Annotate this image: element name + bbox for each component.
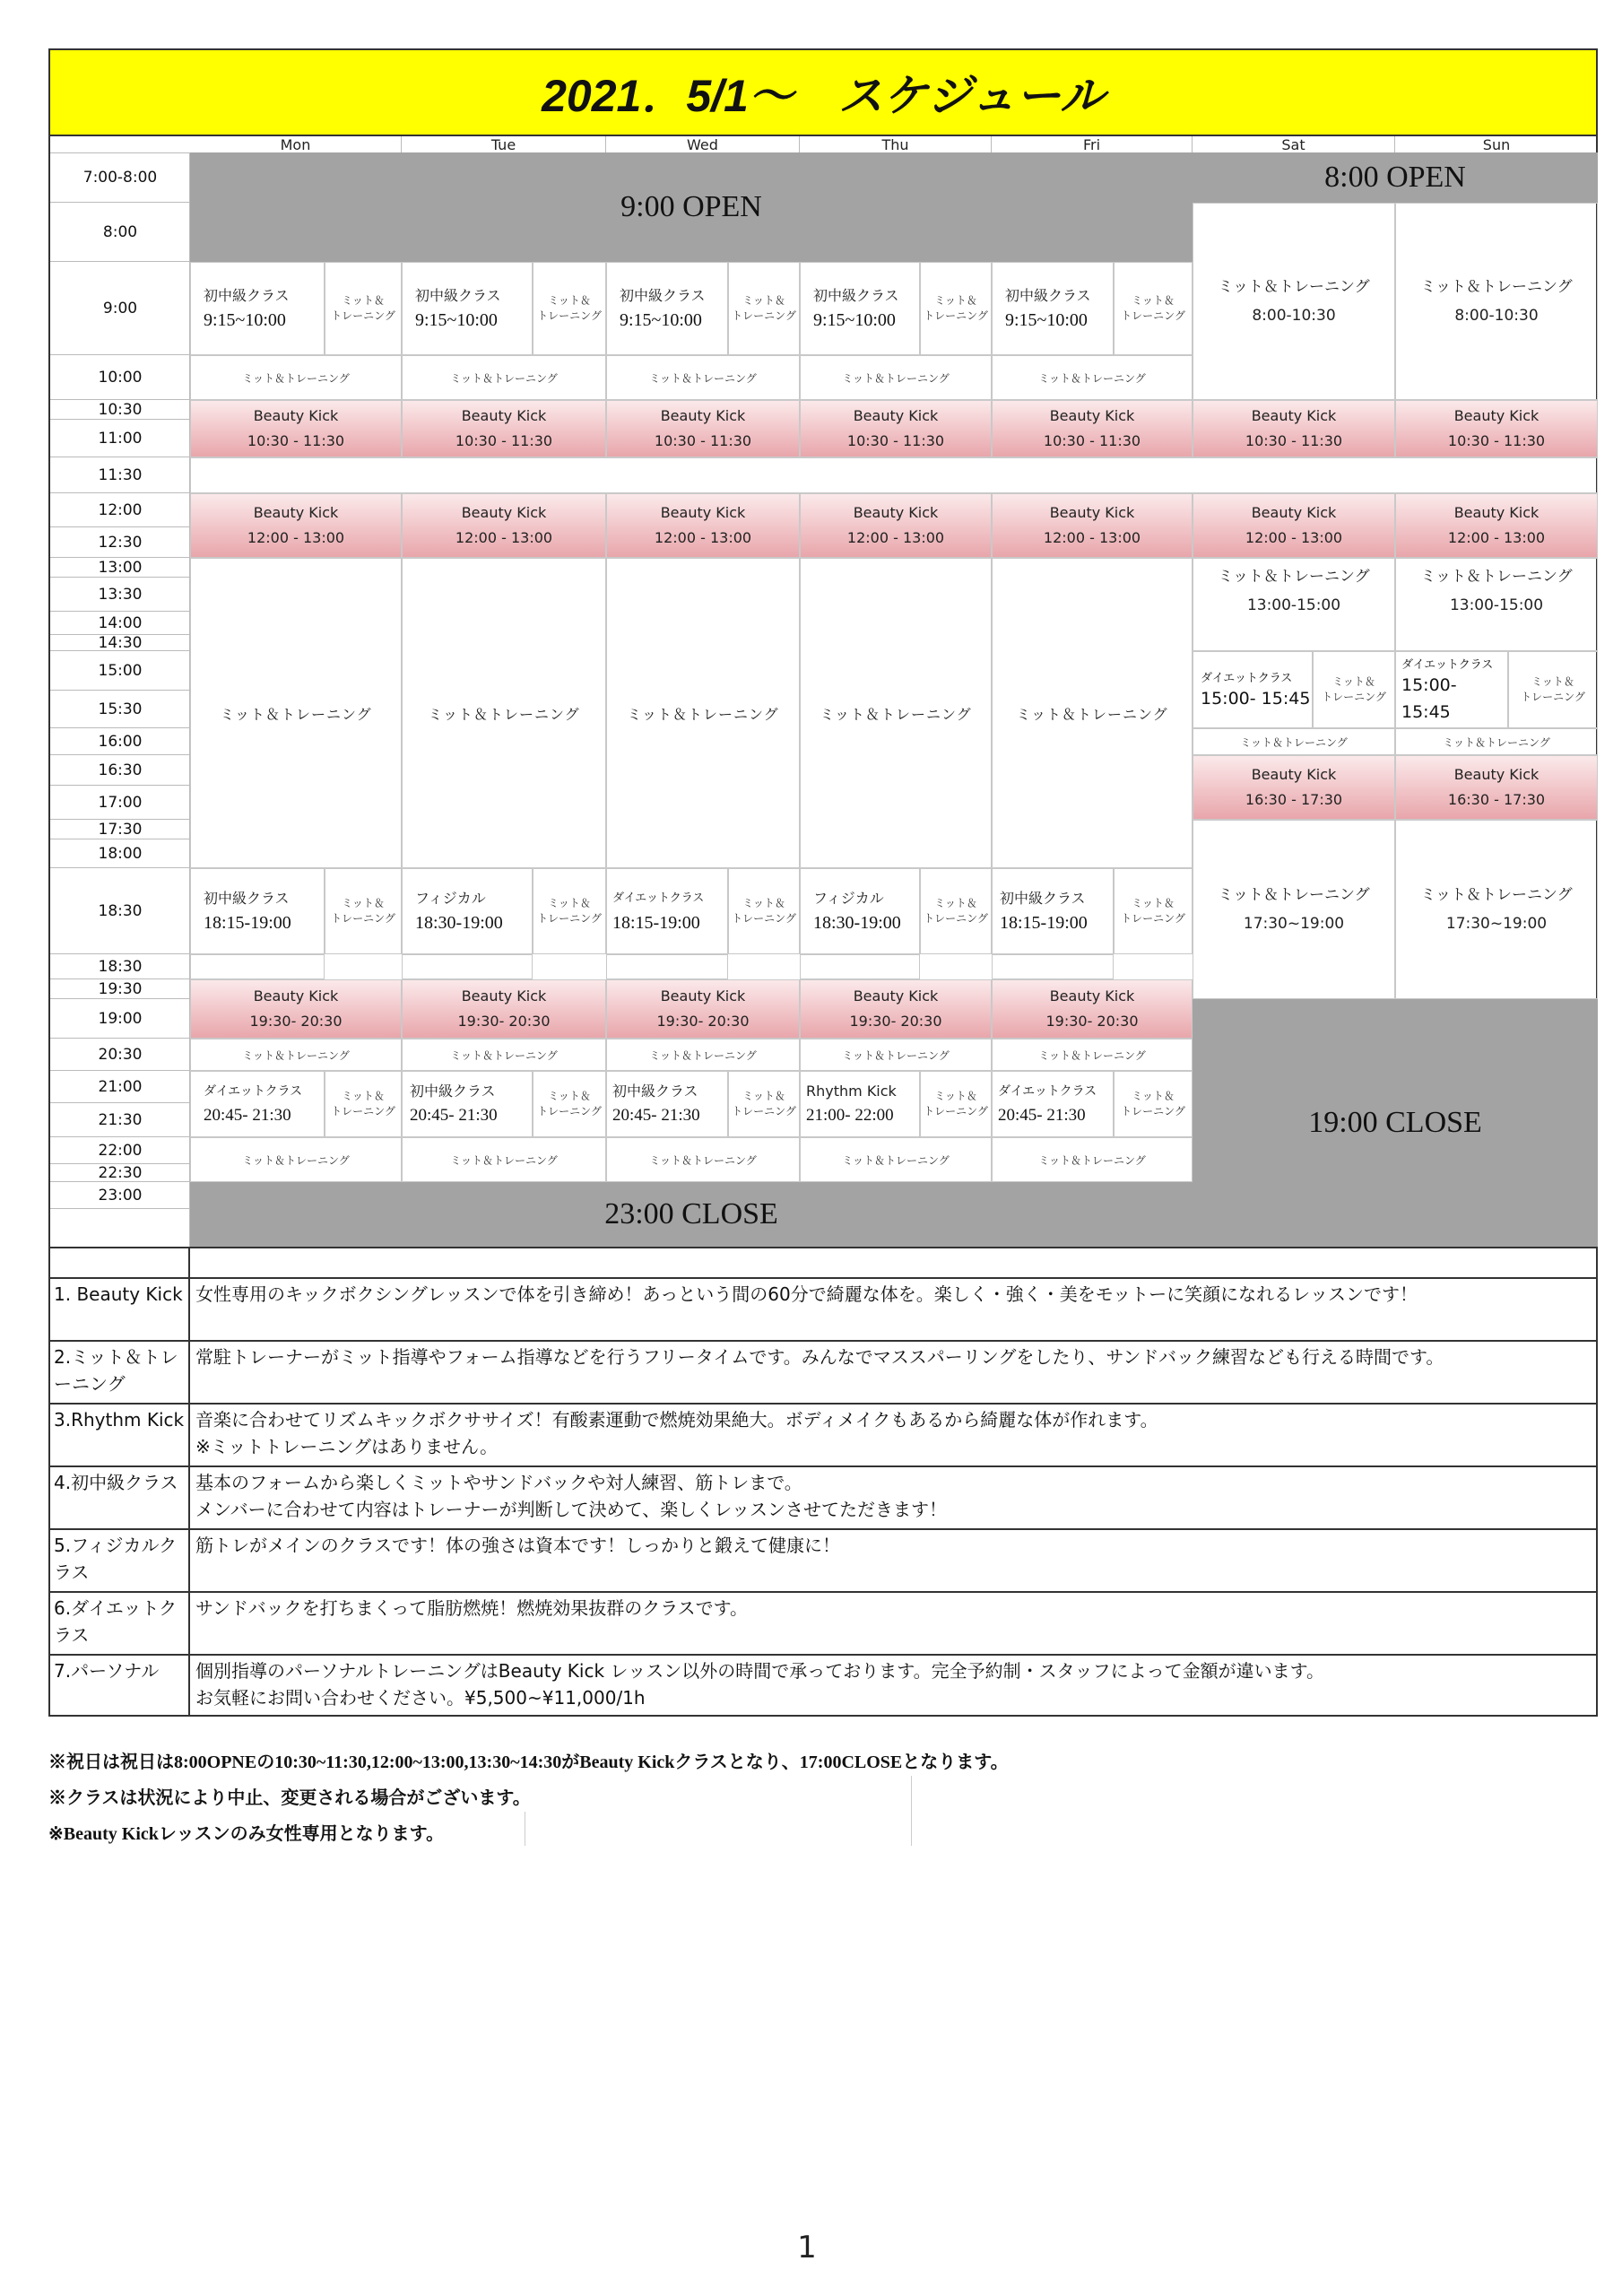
beauty-kick-1030-thu[interactable]: Beauty Kick 10:30 - 11:30 (800, 400, 992, 457)
sat-1600-mitt[interactable]: ミット＆トレーニング (1193, 728, 1395, 755)
legend-key: 2.ミット＆トレーニング (50, 1340, 190, 1403)
page-number: 1 (797, 2230, 817, 2266)
mitt-slot-fri-late[interactable]: ミット＆ トレーニング (1114, 1071, 1193, 1137)
mitt-slot-tue-morning[interactable]: ミット＆ トレーニング (533, 262, 606, 355)
time-label: 7:00-8:00 (50, 152, 190, 203)
mitt-slot-tue-late[interactable]: ミット＆ トレーニング (533, 1071, 606, 1137)
mitt-afternoon-thu[interactable]: ミット＆トレーニング (800, 558, 992, 868)
class-slot-fri-evening[interactable]: 初中級クラス 18:15-19:00 (992, 868, 1114, 954)
sat-1300-mitt[interactable]: ミット＆トレーニング 13:00-15:00 (1193, 558, 1395, 651)
legend-desc: 音楽に合わせてリズムキックボクササイズ！有酸素運動で燃焼効果絶大。ボディメイクもあるから綺麗な体が作れます。 ※ミットトレーニングはありません。 (195, 1409, 1158, 1457)
day-tue: Tue (402, 136, 606, 152)
sat-diet-mitt[interactable]: ミット＆ トレーニング (1313, 651, 1395, 728)
sat-morning-mitt[interactable]: ミット＆トレーニング 8:00-10:30 (1193, 203, 1395, 400)
beauty-kick-1930-wed[interactable]: Beauty Kick 19:30- 20:30 (606, 979, 800, 1039)
class-slot-mon-morning[interactable] (190, 262, 325, 355)
class-slot-mon-evening[interactable]: 初中級クラス 18:15-19:00 (190, 868, 325, 954)
legend-desc: 常駐トレーナーがミット指導やフォーム指導などを行うフリータイムです。みんなでマススパーリングをしたり、サンドバック練習なども行える時間です。 (195, 1346, 1444, 1368)
legend-desc: サンドバックを打ちまくって脂肪燃焼！燃焼効果抜群のクラスです。 (195, 1597, 748, 1619)
mitt-slot-mon-late[interactable]: ミット＆ トレーニング (325, 1071, 402, 1137)
class-time: 9:15~10:00 (415, 310, 498, 330)
beauty-kick-1200-sat[interactable]: Beauty Kick 12:00 - 13:00 (1193, 493, 1395, 558)
mitt-slot-fri-evening[interactable]: ミット＆ トレーニング (1114, 868, 1193, 954)
legend-key: 1. Beauty Kick (50, 1277, 190, 1340)
legend-row (50, 1465, 1596, 1530)
beauty-kick-1200-thu[interactable]: Beauty Kick 12:00 - 13:00 (800, 493, 992, 558)
beauty-kick-1030-sat[interactable]: Beauty Kick 10:30 - 11:30 (1193, 400, 1395, 457)
time-label: 17:00 (50, 786, 190, 820)
time-label: 13:00 (50, 558, 190, 578)
class-name: 初中級クラス (204, 287, 290, 304)
legend-key: 5.フィジカルクラス (50, 1528, 190, 1591)
time-label: 19:00 (50, 999, 190, 1039)
beauty-kick-1030-fri[interactable]: Beauty Kick 10:30 - 11:30 (992, 400, 1193, 457)
time-label: 21:30 (50, 1103, 190, 1137)
beauty-kick-1200-wed[interactable]: Beauty Kick 12:00 - 13:00 (606, 493, 800, 558)
weekday-close-banner: 23:00 CLOSE (190, 1182, 1193, 1247)
day-mon: Mon (190, 136, 402, 152)
legend-key: 7.パーソナル (50, 1654, 190, 1717)
mitt-1000-wed[interactable]: ミット＆トレーニング (606, 355, 800, 400)
spacer-wed (606, 954, 728, 979)
time-label: 13:30 (50, 578, 190, 612)
weekend-open-banner: 8:00 OPEN (1193, 152, 1598, 203)
mitt-slot-thu-evening[interactable]: ミット＆ トレーニング (920, 868, 992, 954)
legend-row (50, 1340, 1596, 1405)
class-slot-wed-morning[interactable] (606, 262, 728, 355)
legend-header-row (50, 1248, 1596, 1279)
class-slot-wed-evening[interactable]: ダイエットクラス 18:15-19:00 (606, 868, 728, 954)
spacer-mon (190, 954, 325, 979)
mitt-slot-wed-morning[interactable]: ミット＆ トレーニング (728, 262, 800, 355)
time-label: 15:30 (50, 691, 190, 728)
day-sat: Sat (1193, 136, 1395, 152)
note-cancellation: ※クラスは状況により中止、変更される場合がございます。 (48, 1788, 531, 1808)
mitt-2030-tue[interactable]: ミット＆トレーニング (402, 1039, 606, 1071)
time-label: 11:30 (50, 457, 190, 493)
beauty-kick-1030-mon[interactable]: Beauty Kick 10:30 - 11:30 (190, 400, 402, 457)
class-legend (48, 1247, 1598, 1717)
legend-key: 4.初中級クラス (50, 1465, 190, 1528)
legend-key: 3.Rhythm Kick (50, 1403, 190, 1465)
beauty-kick-1030-tue[interactable]: Beauty Kick 10:30 - 11:30 (402, 400, 606, 457)
class-name: 初中級クラス (620, 287, 706, 304)
class-slot-thu-evening[interactable]: フィジカル 18:30-19:00 (800, 868, 920, 954)
time-label: 20:30 (50, 1039, 190, 1071)
mitt-slot-wed-evening[interactable]: ミット＆ トレーニング (728, 868, 800, 954)
time-label: 12:00 (50, 493, 190, 527)
mitt-2030-wed[interactable]: ミット＆トレーニング (606, 1039, 800, 1071)
mitt-afternoon-mon[interactable]: ミット＆トレーニング (190, 558, 402, 868)
legend-desc: 筋トレがメインのクラスです！体の強さは資本です！しっかりと鍛えて健康に！ (195, 1535, 840, 1556)
sun-1730-mitt[interactable]: ミット＆トレーニング 17:30~19:00 (1395, 820, 1598, 999)
beauty-kick-1200-mon[interactable]: Beauty Kick 12:00 - 13:00 (190, 493, 402, 558)
time-label: 18:30 (50, 954, 190, 979)
time-label: 22:30 (50, 1164, 190, 1182)
time-label: 10:00 (50, 355, 190, 400)
sun-diet-class[interactable]: ダイエットクラス 15:00- 15:45 (1395, 651, 1508, 728)
note-holiday: ※祝日は祝日は8:00OPNEの10:30~11:30,12:00~13:00,13:30~14:30がBeauty Kickクラスとなり、17:00CLOSEとなります。 (48, 1752, 1009, 1772)
class-slot-tue-late[interactable]: 初中級クラス 20:45- 21:30 (402, 1071, 533, 1137)
mitt-2200-tue[interactable]: ミット＆トレーニング (402, 1137, 606, 1182)
mitt-1000-mon[interactable]: ミット＆トレーニング (190, 355, 402, 400)
class-slot-mon-late[interactable]: ダイエットクラス 20:45- 21:30 (190, 1071, 325, 1137)
class-slot-tue-evening[interactable]: フィジカル 18:30-19:00 (402, 868, 533, 954)
class-slot-fri-late[interactable]: ダイエットクラス 20:45- 21:30 (992, 1071, 1114, 1137)
mitt-afternoon-fri[interactable]: ミット＆トレーニング (992, 558, 1193, 868)
legend-row (50, 1591, 1596, 1656)
note-women-only: ※Beauty Kickレッスンのみ女性専用となります。 (48, 1824, 445, 1844)
day-sun: Sun (1482, 135, 1511, 153)
beauty-kick-1630-sat[interactable]: Beauty Kick 16:30 - 17:30 (1193, 755, 1395, 820)
class-slot-tue-morning[interactable] (402, 262, 533, 355)
day-header-row (48, 136, 1598, 152)
mitt-slot-fri-morning[interactable]: ミット＆ トレーニング (1114, 262, 1193, 355)
sun-1600-mitt[interactable]: ミット＆トレーニング (1395, 728, 1598, 755)
class-name: 初中級クラス (1005, 287, 1091, 304)
mitt-afternoon-wed[interactable]: ミット＆トレーニング (606, 558, 800, 868)
mitt-1000-thu[interactable]: ミット＆トレーニング (800, 355, 992, 400)
divider (911, 1776, 912, 1846)
legend-row (50, 1528, 1596, 1593)
class-time: 9:15~10:00 (1005, 310, 1088, 330)
time-column (50, 152, 190, 1247)
time-label: 15:00 (50, 651, 190, 691)
time-label: 14:30 (50, 635, 190, 651)
spacer-thu (800, 954, 920, 979)
day-wed: Wed (606, 136, 800, 152)
spacer-tue (402, 954, 533, 979)
sun-morning-mitt[interactable]: ミット＆トレーニング 8:00-10:30 (1395, 203, 1598, 400)
time-label: 9:00 (50, 262, 190, 355)
sat-diet-class[interactable]: ダイエットクラス 15:00- 15:45 (1193, 651, 1313, 728)
spacer-fri (992, 954, 1114, 979)
sat-1730-mitt[interactable]: ミット＆トレーニング 17:30~19:00 (1193, 820, 1395, 999)
sun-diet-mitt[interactable]: ミット＆ トレーニング (1508, 651, 1598, 728)
class-time: 9:15~10:00 (813, 310, 896, 330)
mitt-afternoon-tue[interactable]: ミット＆トレーニング (402, 558, 606, 868)
class-time: 9:15~10:00 (620, 310, 702, 330)
mitt-2030-fri[interactable]: ミット＆トレーニング (992, 1039, 1193, 1071)
legend-key: 6.ダイエットクラス (50, 1591, 190, 1654)
beauty-kick-1030-wed[interactable]: Beauty Kick 10:30 - 11:30 (606, 400, 800, 457)
beauty-kick-1930-thu[interactable]: Beauty Kick 19:30- 20:30 (800, 979, 992, 1039)
time-label: 19:30 (50, 979, 190, 999)
legend-desc: 女性専用のキックボクシングレッスンで体を引き締め！あっという間の60分で綺麗な体を。楽しく・強く・美をモットーに笑顔になれるレッスンです！ (195, 1283, 1418, 1305)
time-label: 14:00 (50, 612, 190, 635)
time-label: 12:30 (50, 527, 190, 558)
page-title: 2021．5/1～ スケジュール (48, 48, 1598, 136)
mitt-1000-tue[interactable]: ミット＆トレーニング (402, 355, 606, 400)
mitt-2200-mon[interactable]: ミット＆トレーニング (190, 1137, 402, 1182)
time-label: 23:00 (50, 1182, 190, 1209)
mitt-slot-wed-late[interactable]: ミット＆ トレーニング (728, 1071, 800, 1137)
time-label: 10:30 (50, 400, 190, 420)
day-fri: Fri (992, 136, 1193, 152)
schedule-grid (48, 152, 1598, 1247)
class-slot-fri-morning[interactable] (992, 262, 1114, 355)
weekday-open-banner: 9:00 OPEN (190, 152, 1193, 262)
beauty-kick-1030-sun[interactable]: Beauty Kick 10:30 - 11:30 (1395, 400, 1598, 457)
class-name: 初中級クラス (415, 287, 501, 304)
legend-desc: 個別指導のパーソナルトレーニングはBeauty Kick レッスン以外の時間で承っております。完全予約制・スタッフによって金額が違います。 お気軽にお問い合わせください。¥5,500~¥11,000/1h (195, 1660, 1324, 1709)
time-label: 16:00 (50, 728, 190, 755)
mitt-2030-thu[interactable]: ミット＆トレーニング (800, 1039, 992, 1071)
time-label: 22:00 (50, 1137, 190, 1164)
legend-desc: 基本のフォームから楽しくミットやサンドバックや対人練習、筋トレまで。 メンバーに合わせて内容はトレーナーが判断して決めて、楽しくレッスンさせてただきます！ (195, 1472, 947, 1520)
beauty-kick-1200-tue[interactable]: Beauty Kick 12:00 - 13:00 (402, 493, 606, 558)
class-time: 9:15~10:00 (204, 310, 286, 330)
day-thu: Thu (800, 136, 992, 152)
class-slot-thu-late[interactable]: Rhythm Kick 21:00- 22:00 (800, 1071, 920, 1137)
mitt-slot-thu-late[interactable]: ミット＆ トレーニング (920, 1071, 992, 1137)
time-label: 11:00 (50, 420, 190, 457)
time-label: 17:30 (50, 820, 190, 839)
beauty-kick-1200-sun[interactable]: Beauty Kick 12:00 - 13:00 (1395, 493, 1598, 558)
mitt-2200-thu[interactable]: ミット＆トレーニング (800, 1137, 992, 1182)
time-label: 18:00 (50, 839, 190, 868)
class-slot-thu-morning[interactable] (800, 262, 920, 355)
beauty-kick-1930-tue[interactable]: Beauty Kick 19:30- 20:30 (402, 979, 606, 1039)
mitt-2200-fri[interactable]: ミット＆トレーニング (992, 1137, 1193, 1182)
mitt-slot-tue-evening[interactable]: ミット＆ トレーニング (533, 868, 606, 954)
empty-row-1130 (190, 457, 1598, 493)
mitt-1000-fri[interactable]: ミット＆トレーニング (992, 355, 1193, 400)
time-label: 8:00 (50, 203, 190, 262)
weekend-close-banner: 19:00 CLOSE (1193, 999, 1598, 1247)
legend-row (50, 1277, 1596, 1342)
mitt-slot-thu-morning[interactable]: ミット＆ トレーニング (920, 262, 992, 355)
legend-key (50, 1248, 190, 1277)
mitt-2200-wed[interactable]: ミット＆トレーニング (606, 1137, 800, 1182)
legend-row (50, 1654, 1596, 1717)
mitt-slot-mon-evening[interactable]: ミット＆ トレーニング (325, 868, 402, 954)
beauty-kick-1630-sun[interactable]: Beauty Kick 16:30 - 17:30 (1395, 755, 1598, 820)
beauty-kick-1930-mon[interactable]: Beauty Kick 19:30- 20:30 (190, 979, 402, 1039)
sun-1300-mitt[interactable]: ミット＆トレーニング 13:00-15:00 (1395, 558, 1598, 651)
time-label: 21:00 (50, 1071, 190, 1103)
mitt-slot-mon-morning[interactable]: ミット＆ トレーニング (325, 262, 402, 355)
time-label: 16:30 (50, 755, 190, 786)
beauty-kick-1200-fri[interactable]: Beauty Kick 12:00 - 13:00 (992, 493, 1193, 558)
time-label: 18:30 (50, 868, 190, 954)
mitt-2030-mon[interactable]: ミット＆トレーニング (190, 1039, 402, 1071)
legend-row (50, 1403, 1596, 1467)
beauty-kick-1930-fri[interactable]: Beauty Kick 19:30- 20:30 (992, 979, 1193, 1039)
class-name: 初中級クラス (813, 287, 899, 304)
class-slot-wed-late[interactable]: 初中級クラス 20:45- 21:30 (606, 1071, 728, 1137)
